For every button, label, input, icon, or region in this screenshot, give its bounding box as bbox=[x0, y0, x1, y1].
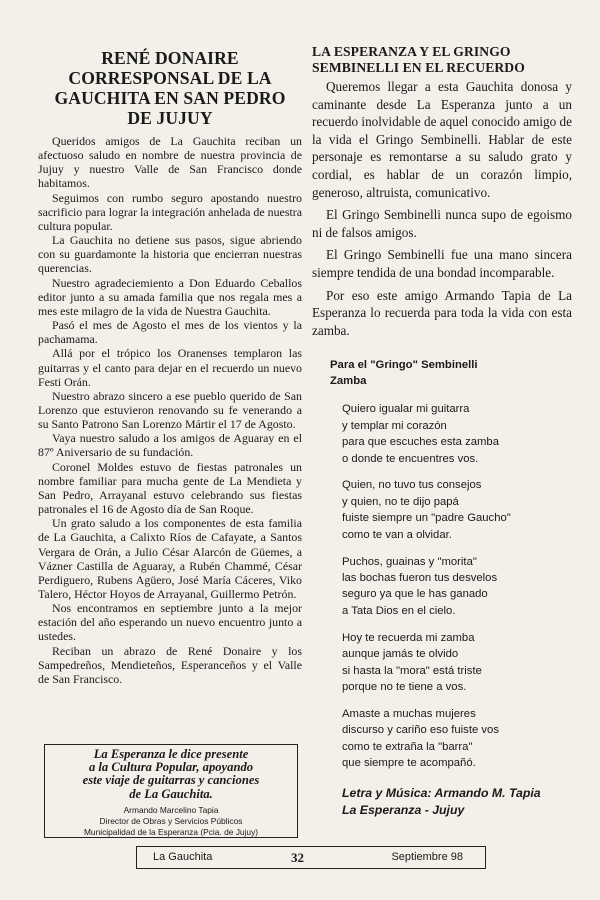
lyric-line: como te extraña la "barra" bbox=[342, 740, 473, 753]
song-heading bbox=[330, 357, 572, 389]
lyric-line: o donde te encuentres vos. bbox=[342, 452, 479, 465]
lyric-line: si hasta la "mora" está triste bbox=[342, 664, 482, 677]
paragraph: Coronel Moldes estuvo de fiestas patronales un nombre familiar para mucha gente de La Mendieta y San Pedro, Arrayanal estuvo celebrando sus fiestas patronales el 16 de Agosto día de San Roque. bbox=[38, 459, 302, 517]
lyric-line: y quien, no te dijo papá bbox=[342, 495, 459, 508]
paragraph: El Gringo Sembinelli nunca supo de egoismo ni de falsos amigos. bbox=[312, 207, 572, 240]
paragraph: Vaya nuestro saludo a los amigos de Aguaray en el 87º Aniversario de su fundación. bbox=[38, 431, 302, 460]
dedication-line: este viaje de guitarras y canciones bbox=[82, 773, 260, 788]
lyric-line: discurso y cariño eso fuiste vos bbox=[342, 724, 499, 737]
lyric-line: fuiste siempre un "padre Gaucho" bbox=[342, 512, 511, 525]
lyric-line: para que escuches esta zamba bbox=[342, 436, 499, 449]
paragraph: Queremos llegar a esta Gauchita donosa y caminante desde La Esperanza junto a un recuerdo inolvidable de aquel conocido amigo de la vida el Gringo Sembinelli. Hablar de este personaje es remontarse a su saludo grato y cordial, es hablar de un corazón limpio, generoso, altruista, comunicativo. bbox=[312, 79, 572, 200]
verse bbox=[342, 706, 572, 772]
signature-line: Armando Marcelino Tapia bbox=[123, 804, 219, 815]
lyric-line: Amaste a muchas mujeres bbox=[342, 707, 476, 720]
lyric-line: que siempre te acompañó. bbox=[342, 757, 476, 770]
right-article-body bbox=[312, 78, 572, 339]
song-lyrics bbox=[342, 401, 572, 771]
song-title: Para el "Gringo" Sembinelli bbox=[330, 359, 478, 372]
paragraph: Queridos amigos de La Gauchita reciban un afectuoso saludo en nombre de nuestra provincia de Jujuy y nuestro Valle de San Francisco donde habitamos. bbox=[38, 134, 302, 191]
paragraph: Por eso este amigo Armando Tapia de La Esperanza lo recuerda para toda la vida con esta zamba. bbox=[312, 287, 572, 338]
paragraph: Reciban un abrazo de René Donaire y los Sampedreños, Mendieteños, Esperanceños y el Valle de San Francisco. bbox=[38, 643, 302, 686]
title-line: DE JUJUY bbox=[127, 108, 213, 128]
title-line: GAUCHITA EN SAN PEDRO bbox=[54, 88, 286, 108]
title-line: CORRESPONSAL DE LA bbox=[68, 68, 272, 88]
lyric-line: Puchos, guainas y "morita" bbox=[342, 555, 477, 568]
right-article-title bbox=[312, 44, 572, 76]
lyric-line: las bochas fueron tus desvelos bbox=[342, 571, 498, 584]
verse bbox=[342, 477, 572, 543]
song-genre: Zamba bbox=[330, 375, 367, 388]
paragraph: Nuestro agradeciemiento a Don Eduardo Ceballos editor junto a su amada familia que nos regala mes a mes este milagro de la vida de Nuestra Gauchita. bbox=[38, 275, 302, 318]
paragraph: El Gringo Sembinelli fue una mano sincera siempre tendida de una bondad incomparable. bbox=[312, 247, 572, 280]
right-column bbox=[312, 44, 572, 819]
signature-line: Director de Obras y Servicios Públicos bbox=[99, 815, 243, 826]
left-article-body bbox=[38, 134, 302, 686]
title-line: RENÉ DONAIRE bbox=[101, 48, 239, 68]
lyric-line: Quien, no tuvo tus consejos bbox=[342, 479, 482, 492]
dedication-message bbox=[45, 748, 297, 801]
paragraph: Seguimos con rumbo seguro apostando nuestro sacrificio para lograr la integración anhelada de nuestra cultura popular. bbox=[38, 190, 302, 233]
lyric-line: y templar mi corazón bbox=[342, 419, 447, 432]
paragraph: Allá por el trópico los Oranenses templaron las guitarras y el canto para dejar en el recuerdo un nuevo Festi Orán. bbox=[38, 346, 302, 389]
paragraph: Nuestro abrazo sincero a ese pueblo querido de San Lorenzo que estuvieron renovando su fe venerando a su Santo Patrono San Lorenzo Mártir el 17 de Agosto. bbox=[38, 388, 302, 432]
lyric-line: como te van a olvidar. bbox=[342, 528, 452, 541]
lyric-line: porque no te tiene a vos. bbox=[342, 680, 467, 693]
paragraph: Pasó el mes de Agosto el mes de los vientos y la pachamama. bbox=[38, 318, 302, 347]
footer-issue-date: Septiembre 98 bbox=[391, 851, 463, 863]
song-credits bbox=[342, 785, 572, 819]
paragraph: La Gauchita no detiene sus pasos, sigue abriendo con su guardamonte la historia que encierran nuestras querencias. bbox=[38, 233, 302, 276]
dedication-signature bbox=[45, 805, 297, 838]
dedication-box bbox=[44, 744, 298, 838]
dedication-line: La Esperanza le dice presente bbox=[93, 747, 249, 761]
lyric-line: Quiero igualar mi guitarra bbox=[342, 403, 470, 416]
credit-line: Letra y Música: Armando M. Tapia bbox=[342, 786, 541, 801]
left-article-title bbox=[38, 48, 302, 128]
lyric-line: seguro ya que le has ganado bbox=[342, 588, 488, 601]
lyric-line: aunque jamás te olvido bbox=[342, 648, 459, 661]
verse bbox=[342, 401, 572, 467]
lyric-line: Hoy te recuerda mi zamba bbox=[342, 631, 475, 644]
signature-line: Municipalidad de la Esperanza (Pcia. de Jujuy) bbox=[83, 826, 259, 837]
left-column bbox=[38, 48, 302, 686]
lyric-line: a Tata Dios en el cielo. bbox=[342, 604, 456, 617]
paragraph: Un grato saludo a los componentes de esta familia de La Gauchita, a Calixto Ríos de Cafayate, a Santos Vergara de Orán, a Julio César Alarcón de Güemes, a Vázner Castilla de Aguaray, a Rubén Chammé, César Perdiguero, Rubens Agüero, José María Cáceres, Viko Talero, Héctor Hoyos de Arrayanal, Guillermo Petrón. bbox=[38, 516, 302, 601]
verse bbox=[342, 554, 572, 620]
credit-line: La Esperanza - Jujuy bbox=[342, 803, 465, 818]
verse bbox=[342, 630, 572, 696]
title-line: LA ESPERANZA Y EL GRINGO bbox=[312, 44, 511, 59]
title-line: SEMBINELLI EN EL RECUERDO bbox=[312, 60, 525, 75]
footer-magazine-name: La Gauchita bbox=[153, 851, 213, 863]
dedication-line: de La Gauchita. bbox=[129, 786, 213, 801]
paragraph: Nos encontramos en septiembre junto a la mejor estación del año esperando un nuevo encuentro junto a ustedes. bbox=[38, 601, 302, 644]
dedication-line: a la Cultura Popular, apoyando bbox=[88, 760, 254, 775]
page-footer bbox=[136, 846, 486, 869]
page-number: 32 bbox=[291, 850, 304, 865]
